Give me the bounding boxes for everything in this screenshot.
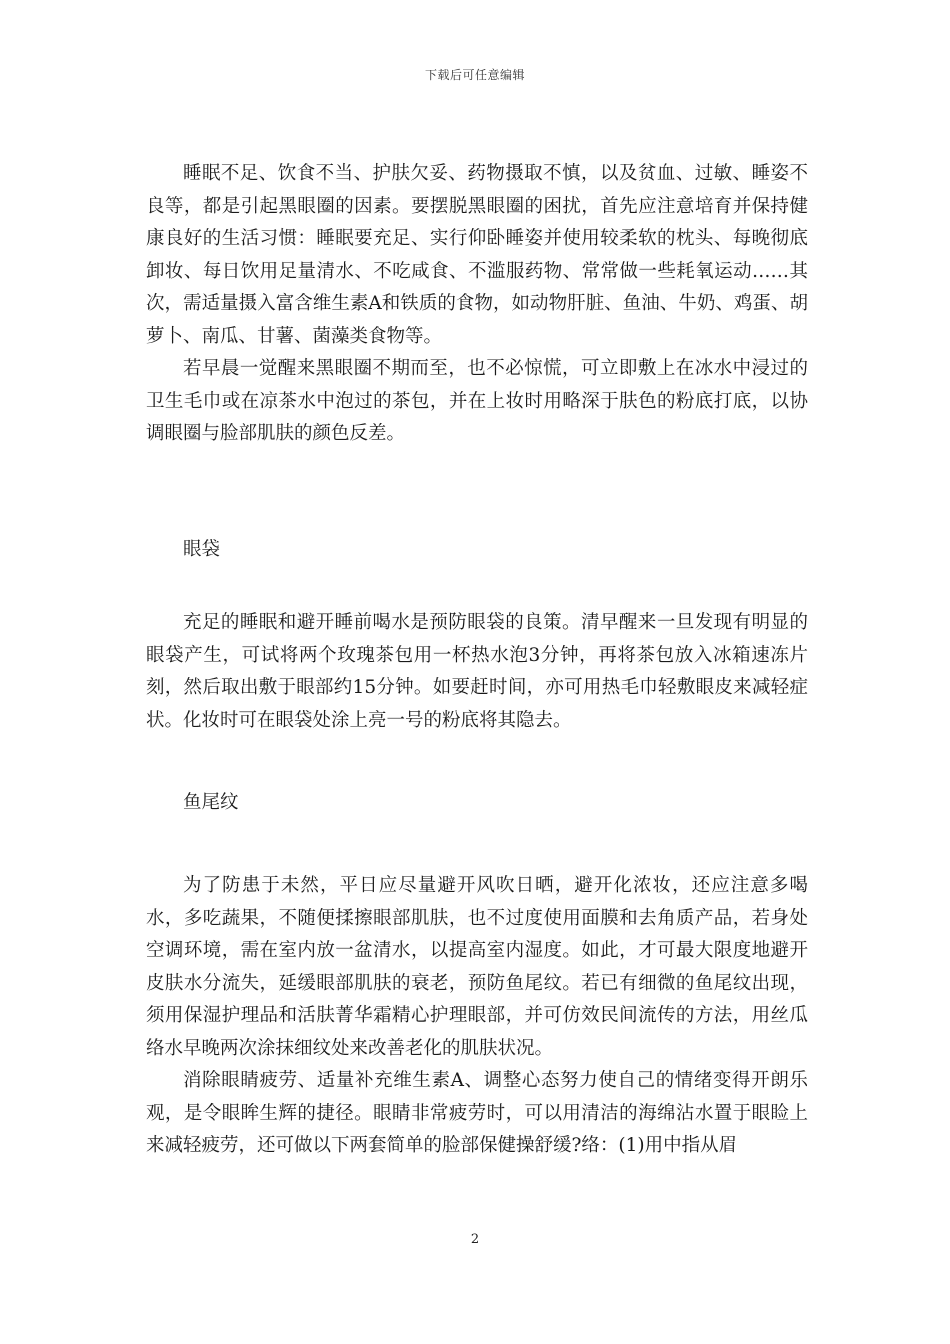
paragraph-text: 若早晨一觉醒来黑眼圈不期而至，也不必惊慌，可立即敷上在冰水中浸过的卫生毛巾或在凉茶水中泡过的茶包，并在上妆时用略深于肤色的粉底打底，以协调眼圈与脸部肌肤的颜色反差。 [146, 358, 808, 444]
page-header: 下载后可任意编辑 [424, 68, 525, 82]
paragraph-text: 消除眼睛疲劳、适量补充维生素A、调整心态努力使自己的情绪变得开朗乐观，是令眼眸生辉的捷径。眼睛非常疲劳时，可以用清洁的海绵沾水置于眼睑上来减轻疲劳，还可做以下两套简单的脸部保健操舒缓?络：(1)用中指从眉 [146, 1070, 808, 1156]
paragraph-text: 充足的睡眠和避开睡前喝水是预防眼袋的良策。清早醒来一旦发现有明显的眼袋产生，可试将两个玫瑰茶包用一杯热水泡3分钟，再将茶包放入冰箱速冻片刻，然后取出敷于眼部约15分钟。如要赶时间，亦可用热毛巾轻敷眼皮来减轻症状。化妆时可在眼袋处涂上亮一号的粉底将其隐去。 [146, 612, 808, 731]
paragraph-dark-circles-causes [146, 158, 808, 451]
section-heading-eye-bags: 眼袋 [183, 539, 221, 560]
paragraph-crows-feet [146, 870, 808, 1163]
paragraph-text: 为了防患于未然，平日应尽量避开风吹日晒，避开化浓妆，还应注意多喝水，多吃蔬果，不随便揉擦眼部肌肤，也不过度使用面膜和去角质产品，若身处空调环境，需在室内放一盆清水，以提高室内湿度。如此，才可最大限度地避开皮肤水分流失，延缓眼部肌肤的衰老，预防鱼尾纹。若已有细微的鱼尾纹出现，须用保湿护理品和活肤菁华霜精心护理眼部，并可仿效民间流传的方法，用丝瓜络水早晚两次涂抹细纹处来改善老化的肌肤状况。 [146, 875, 808, 1059]
page-number: 2 [470, 1232, 480, 1247]
paragraph-text: 睡眠不足、饮食不当、护肤欠妥、药物摄取不慎，以及贫血、过敏、睡姿不良等，都是引起黑眼圈的因素。要摆脱黑眼圈的困扰，首先应注意培育并保持健康良好的生活习惯：睡眠要充足、实行仰卧睡姿并使用较柔软的枕头、每晚彻底卸妆、每日饮用足量清水、不吃咸食、不滥服药物、常常做一些耗氧运动……其次，需适量摄入富含维生素A和铁质的食物，如动物肝脏、鱼油、牛奶、鸡蛋、胡萝卜、南瓜、甘薯、菌藻类食物等。 [146, 163, 808, 347]
section-heading-crows-feet: 鱼尾纹 [183, 792, 239, 813]
paragraph-eye-bags [146, 607, 808, 737]
